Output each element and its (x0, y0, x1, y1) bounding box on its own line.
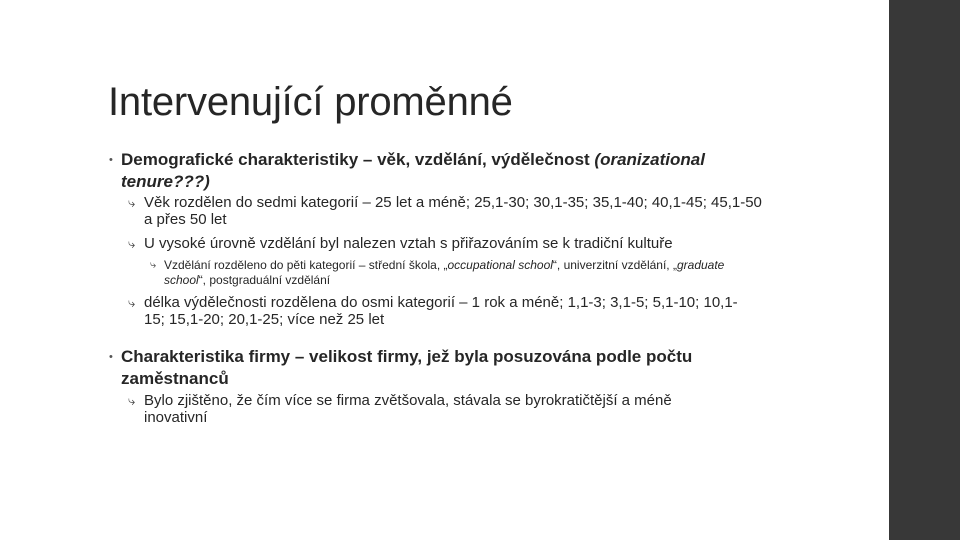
bullet-firm (109, 346, 711, 390)
sub-tenure (128, 294, 754, 328)
sub-age-text: Věk rozdělen do sedmi kategorií – 25 let a méně; 25,1-30; 30,1-35; 35,1-40; 40,1-45; 45,1-50 a přes 50 let (144, 194, 762, 228)
subsub-text-a: Vzdělání rozděleno do pěti kategorií – střední škola, „ (164, 258, 448, 272)
curved-arrow-bullet-icon: ⤷ (128, 195, 136, 210)
bullet-demographics-text: Demografické charakteristiky – věk, vzdělání, výdělečnost (121, 150, 595, 169)
sub-age (128, 194, 764, 228)
subsub-text-e: “, postgraduální vzdělání (198, 273, 331, 287)
curved-arrow-bullet-icon: ⤷ (128, 236, 136, 251)
subsub-text-d: graduate school (164, 258, 725, 287)
bullet-demographics-italic: (oranizational tenure???) (121, 150, 705, 191)
bullet-firm-text: Charakteristika firmy – velikost firmy, jež byla posuzována podle počtu zaměstnanců (121, 347, 693, 388)
sub-firm-finding-text: Bylo zjištěno, že čím více se firma zvětšovala, stávala se byrokratičtější a méně inovativní (144, 392, 672, 426)
dot-bullet-icon: • (109, 351, 113, 363)
curved-arrow-bullet-icon: ⤷ (128, 295, 136, 310)
curved-arrow-bullet-icon: ⤷ (150, 259, 157, 271)
sub-firm-finding (128, 392, 734, 426)
subsub-text-b: occupational school (447, 258, 553, 272)
subsub-text-c: “, univerzitní vzdělání, „ (552, 258, 677, 272)
sub-tenure-text: délka výdělečnosti rozdělena do osmi kategorií – 1 rok a méně; 1,1-3; 3,1-5; 5,1-10; 10,1-15; 15,1-20; 20,1-25; více než 25 let (144, 294, 738, 328)
curved-arrow-bullet-icon: ⤷ (128, 393, 136, 408)
sub-education (128, 235, 764, 252)
slide-title: Intervenující proměnné (108, 80, 513, 124)
sidebar-accent (889, 0, 960, 540)
dot-bullet-icon: • (109, 154, 113, 166)
bullet-demographics (109, 149, 731, 193)
subsub-education-categories (150, 258, 764, 288)
sub-education-text: U vysoké úrovně vzdělání byl nalezen vztah s přiřazováním se k tradiční kultuře (144, 235, 673, 252)
